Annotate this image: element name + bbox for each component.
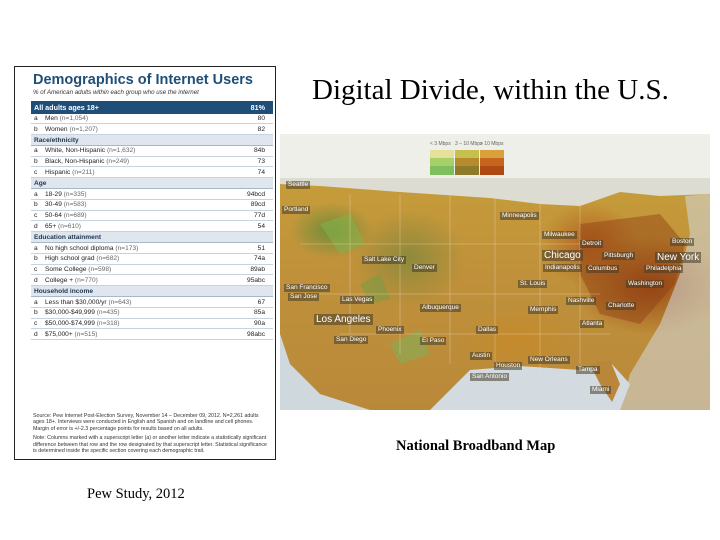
row-letter: b (34, 255, 38, 263)
table-row (31, 319, 273, 330)
city-dallas: Dallas (478, 326, 497, 333)
row-sample-size: (n=770) (74, 276, 98, 284)
table-row (31, 275, 273, 286)
city-chicago: Chicago (544, 250, 581, 261)
header-value: 81% (250, 102, 265, 112)
section-label: Household income (34, 287, 93, 295)
row-sample-size: (n=643) (108, 298, 132, 306)
green-patch (390, 330, 430, 364)
table-section-row (31, 286, 273, 297)
row-label-text: $30,000-$49,999 (45, 309, 95, 317)
header-label: All adults ages 18+ (34, 102, 99, 112)
row-label (45, 331, 97, 338)
city-st-louis: St. Louis (520, 280, 546, 287)
city-los-angeles: Los Angeles (316, 314, 371, 325)
table-header-row (31, 101, 273, 114)
row-value: 95abc (247, 276, 265, 284)
city-san-antonio: San Antonio (472, 373, 508, 380)
legend-label: 3 – 10 Mbps (455, 141, 483, 147)
section-label: Age (34, 179, 47, 187)
row-label-text: Some College (45, 266, 87, 274)
row-value: 85a (253, 309, 265, 317)
row-label (45, 158, 129, 165)
row-letter: d (34, 330, 38, 338)
table-note: Note: Columns marked with a superscript letter (a) or another letter indicate a statistically significant difference between that row and the row designated by that superscript letter. Statistical significance is determined inside the specific section covering each demographic trait. (33, 435, 267, 455)
row-label-text: 50-64 (45, 212, 62, 220)
table-rows (31, 101, 273, 340)
row-label (45, 147, 135, 154)
city-philadelphia: Philadelphia (646, 265, 682, 272)
table-subtitle: % of American adults within each group who use the internet (33, 89, 199, 96)
row-label-text: Men (45, 115, 58, 122)
row-label (45, 277, 98, 284)
table-footnotes (33, 413, 269, 454)
row-value: 54 (257, 222, 265, 230)
city-denver: Denver (414, 264, 435, 271)
table-section-row (31, 135, 273, 146)
row-value: 84b (253, 147, 265, 155)
row-value: 73 (257, 158, 265, 166)
city-el-paso: El Paso (422, 337, 445, 344)
row-label-text: White, Non-Hispanic (45, 147, 106, 155)
row-label-text: Hispanic (45, 168, 71, 176)
city-austin: Austin (472, 352, 491, 359)
row-value: 80 (257, 115, 265, 122)
row-label-text: 30-49 (45, 201, 62, 209)
city-boston: Boston (672, 238, 693, 245)
row-label-text: $75,000+ (45, 330, 73, 338)
city-tampa: Tampa (578, 366, 598, 373)
row-value: 82 (257, 125, 265, 133)
row-letter: c (34, 168, 38, 176)
row-value: 67 (257, 298, 265, 306)
row-sample-size: (n=1,207) (69, 125, 98, 133)
city-san-diego: San Diego (336, 336, 367, 343)
row-sample-size: (n=335) (63, 190, 87, 198)
city-phoenix: Phoenix (378, 326, 402, 333)
row-sample-size: (n=515) (74, 330, 98, 338)
row-label-text: No high school diploma (45, 244, 114, 252)
city-las-vegas: Las Vegas (342, 296, 373, 303)
row-label-text: 65+ (45, 222, 57, 230)
broadband-map (280, 134, 710, 410)
city-columbus: Columbus (588, 265, 618, 272)
row-label-text: Black, Non-Hispanic (45, 158, 105, 166)
row-value: 98abc (247, 330, 265, 338)
city-pittsburgh: Pittsburgh (604, 252, 634, 259)
row-sample-size: (n=211) (72, 168, 95, 176)
city-nashville: Nashville (568, 297, 595, 304)
row-sample-size: (n=583) (63, 201, 87, 209)
legend-label: > 10 Mbps (480, 141, 504, 147)
row-letter: b (34, 201, 38, 209)
row-sample-size: (n=435) (96, 309, 120, 317)
city-houston: Houston (496, 362, 521, 369)
row-letter: d (34, 222, 38, 230)
row-letter: b (34, 125, 38, 133)
city-new-york: New York (657, 252, 700, 263)
row-sample-size: (n=598) (88, 266, 112, 274)
row-label (45, 309, 120, 316)
row-value: 90a (253, 320, 265, 328)
pew-caption: Pew Study, 2012 (87, 486, 185, 502)
row-label (45, 169, 95, 176)
table-row (31, 243, 273, 254)
row-label-text: Less than $30,000/yr (45, 298, 107, 306)
row-value: 74 (257, 168, 265, 176)
table-title: Demographics of Internet Users (33, 72, 253, 88)
table-row (31, 308, 273, 319)
table-source: Source: Pew Internet Post-Election Survey, November 14 – December 09, 2012. N=2,261 adults ages 18+. Interviews were conducted in English and Spanish and on landline and cell phones. Margin of error is +/-2.3 percentage points for results based on all adults. (33, 413, 259, 432)
city-new-orleans: New Orleans (530, 356, 568, 363)
row-label-text: High school grad (45, 255, 95, 263)
row-label-text: 18-29 (45, 190, 62, 198)
row-sample-size: (n=318) (96, 320, 120, 328)
city-portland: Portland (284, 206, 309, 213)
city-san-francisco: San Francisco (286, 284, 328, 291)
city-washington: Washington (628, 280, 663, 287)
city-indianapolis: Indianapolis (545, 264, 580, 271)
city-memphis: Memphis (530, 306, 557, 313)
pew-demographics-table (14, 66, 276, 460)
city-albuquerque: Albuquerque (422, 304, 459, 311)
row-letter: a (34, 190, 38, 198)
section-label: Race/ethnicity (34, 136, 79, 144)
row-value: 74a (253, 255, 265, 263)
city-miami: Miami (592, 386, 610, 393)
row-letter: c (34, 266, 38, 274)
section-label: Education attainment (34, 233, 102, 241)
row-label (45, 115, 88, 122)
slide-title: Digital Divide, within the U.S. (312, 74, 669, 106)
city-minneapolis: Minneapolis (502, 212, 537, 219)
row-sample-size: (n=173) (115, 244, 139, 252)
row-label (45, 223, 81, 230)
row-label (45, 191, 87, 198)
map-caption: National Broadband Map (396, 438, 556, 454)
row-label (45, 320, 120, 327)
row-value: 94bcd (247, 190, 265, 198)
table-row (31, 211, 273, 222)
row-label-text: College + (45, 276, 74, 284)
city-milwaukee: Milwaukee (544, 231, 575, 238)
table-section-row (31, 232, 273, 243)
table-section-row (31, 178, 273, 189)
row-value: 77d (253, 212, 265, 220)
table-row (31, 189, 273, 200)
row-letter: c (34, 212, 38, 220)
row-sample-size: (n=1,632) (106, 147, 136, 155)
table-row (31, 157, 273, 168)
table-row (31, 297, 273, 308)
pacific-ocean (280, 334, 370, 410)
table-row (31, 124, 273, 135)
row-label-text: Women (45, 125, 68, 133)
row-sample-size: (n=682) (96, 255, 120, 263)
table-row (31, 114, 273, 125)
row-label (45, 266, 111, 273)
row-value: 89ab (250, 266, 265, 274)
row-sample-size: (n=610) (58, 222, 81, 230)
city-san-jose: San Jose (290, 293, 318, 300)
table-row (31, 265, 273, 276)
table-row (31, 200, 273, 211)
city-atlanta: Atlanta (582, 320, 603, 327)
legend-label: < 3 Mbps (430, 141, 451, 147)
row-label (45, 126, 98, 133)
row-label (45, 299, 131, 306)
row-value: 89cd (250, 201, 265, 209)
row-label (45, 245, 138, 252)
row-letter: d (34, 276, 38, 284)
green-patch (320, 214, 365, 254)
table-row (31, 221, 273, 232)
row-sample-size: (n=689) (63, 212, 87, 220)
table-row (31, 254, 273, 265)
row-value: 51 (257, 244, 265, 252)
row-sample-size: (n=1,054) (59, 115, 89, 122)
row-letter: a (34, 244, 38, 252)
row-sample-size: (n=249) (106, 158, 130, 166)
row-label (45, 212, 87, 219)
row-label (45, 255, 119, 262)
row-letter: a (34, 115, 38, 122)
table-row (31, 146, 273, 157)
city-salt-lake-city: Salt Lake City (364, 256, 405, 263)
row-letter: b (34, 309, 38, 317)
city-charlotte: Charlotte (608, 302, 635, 309)
row-letter: c (34, 320, 38, 328)
row-label (45, 201, 87, 208)
row-letter: b (34, 158, 38, 166)
table-row (31, 167, 273, 178)
row-letter: a (34, 147, 38, 155)
row-label-text: $50,000-$74,999 (45, 320, 95, 328)
row-letter: a (34, 298, 38, 306)
city-seattle: Seattle (288, 181, 309, 188)
city-detroit: Detroit (582, 240, 602, 247)
table-row (31, 329, 273, 340)
